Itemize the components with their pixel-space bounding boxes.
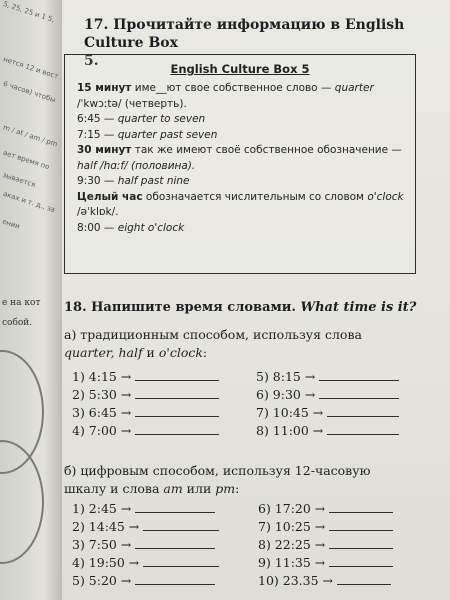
culture-box-text-text: обозначается числительным со словом <box>142 190 368 203</box>
margin-text: m / at / am / pm <box>2 123 59 149</box>
margin-text: ает время по <box>1 148 51 172</box>
margin-text: 6 часов) чтобы <box>2 79 57 105</box>
exercise-18-title: 18. Напишите время словами. What time is it? <box>64 300 417 315</box>
answer-blank[interactable] <box>327 404 399 417</box>
answer-item: 2) 5:30 → <box>72 386 219 404</box>
culture-box-line <box>65 81 415 97</box>
task-b-right-column <box>258 500 393 590</box>
answer-blank[interactable] <box>329 554 393 567</box>
culture-box-italic-text: eight o'clock <box>117 221 185 234</box>
answer-item: 9) 11:35 → <box>258 554 393 572</box>
answer-item: 1) 4:15 → <box>72 368 219 386</box>
answer-blank[interactable] <box>143 518 219 531</box>
culture-box-text-text: /əˈklɒk/. <box>77 206 119 218</box>
answer-item: 5) 5:20 → <box>72 572 219 590</box>
margin-text: 5, 25, 25 и 1 5, <box>2 0 56 25</box>
answer-item: 7) 10:45 → <box>256 404 399 422</box>
culture-box-text-text: 8:00 — <box>77 221 118 234</box>
culture-box-bold-text: 30 минут <box>77 144 132 156</box>
culture-box-line <box>65 159 415 175</box>
margin-text: ении <box>1 217 21 231</box>
culture-box <box>64 54 416 274</box>
culture-box-italic-text: quarter <box>334 82 374 94</box>
culture-box-text-text: /ˈkwɔːtə/ (четверть). <box>77 97 187 110</box>
culture-box-bold-text: 15 минут <box>77 82 132 94</box>
answer-item: 8) 22:25 → <box>258 536 393 554</box>
answer-item: 4) 19:50 → <box>72 554 219 572</box>
answer-item: 6) 17:20 → <box>258 500 393 518</box>
culture-box-line <box>65 143 415 159</box>
culture-box-bold-text: Целый час <box>77 190 143 203</box>
answer-item: 10) 23.35 → <box>258 572 393 590</box>
previous-page-margin <box>0 0 62 600</box>
margin-text: аках и т. д., за <box>2 189 56 215</box>
answer-blank[interactable] <box>135 368 219 381</box>
answer-blank[interactable] <box>337 572 391 585</box>
margin-text: зывается <box>1 170 37 190</box>
culture-box-line <box>65 128 415 144</box>
culture-box-line <box>65 174 415 190</box>
answer-blank[interactable] <box>327 422 399 435</box>
culture-box-italic-text: o'clock <box>367 190 404 203</box>
answer-item: 3) 6:45 → <box>72 404 219 422</box>
answer-blank[interactable] <box>319 368 399 381</box>
answer-blank[interactable] <box>135 572 215 585</box>
task-b-instruction: б) цифровым способом, используя 12-часовую шкалу и слова am или pm: <box>64 463 371 496</box>
task-a-instruction: а) традиционным способом, используя слова quarter, half и o'clock: <box>64 327 362 360</box>
culture-box-line <box>65 97 415 113</box>
answer-blank[interactable] <box>329 536 393 549</box>
culture-box-text-text: 6:45 — <box>77 113 118 125</box>
culture-box-title: English Culture Box 5 <box>170 62 310 76</box>
answer-item: 7) 10:25 → <box>258 518 393 536</box>
answer-blank[interactable] <box>135 404 219 417</box>
answer-item: 3) 7:50 → <box>72 536 219 554</box>
answer-blank[interactable] <box>135 422 219 435</box>
task-b-left-column <box>72 500 219 590</box>
culture-box-line <box>65 190 415 206</box>
culture-box-text-text: так же имеют своё собственное обозначение — <box>131 144 402 156</box>
culture-box-italic-text: half /hɑːf/ (половина). <box>77 159 196 172</box>
culture-box-italic-text: half past nine <box>117 175 190 187</box>
culture-box-line <box>65 112 415 128</box>
answer-blank[interactable] <box>319 386 399 399</box>
margin-text: нется 12 и вост <box>2 55 60 81</box>
culture-box-text-text: 9:30 — <box>77 175 118 187</box>
clock-illustration <box>0 440 44 564</box>
answer-item: 6) 9:30 → <box>256 386 399 404</box>
answer-blank[interactable] <box>329 500 393 513</box>
answer-blank[interactable] <box>135 536 215 549</box>
culture-box-italic-text: quarter past seven <box>117 128 218 141</box>
margin-text: собой. <box>2 318 33 328</box>
answer-blank[interactable] <box>135 500 215 513</box>
textbook-page <box>62 0 450 600</box>
culture-box-text-text: име__ют свое собственное слово — <box>131 82 335 94</box>
culture-box-line <box>65 205 415 221</box>
margin-text: е на кот <box>2 298 41 308</box>
answer-item: 2) 14:45 → <box>72 518 219 536</box>
exercise-17-title: 17. Прочитайте информацию в English Culture Box 5. <box>84 17 405 69</box>
task-a-right-column <box>256 368 399 440</box>
answer-blank[interactable] <box>135 386 219 399</box>
culture-box-italic-text: quarter to seven <box>117 113 206 125</box>
culture-box-text-text: 7:15 — <box>77 128 118 141</box>
answer-item: 1) 2:45 → <box>72 500 219 518</box>
task-a-left-column <box>72 368 219 440</box>
answer-blank[interactable] <box>329 518 393 531</box>
answer-item: 8) 11:00 → <box>256 422 399 440</box>
answer-item: 4) 7:00 → <box>72 422 219 440</box>
answer-blank[interactable] <box>143 554 219 567</box>
answer-item: 5) 8:15 → <box>256 368 399 386</box>
culture-box-line <box>65 221 415 237</box>
